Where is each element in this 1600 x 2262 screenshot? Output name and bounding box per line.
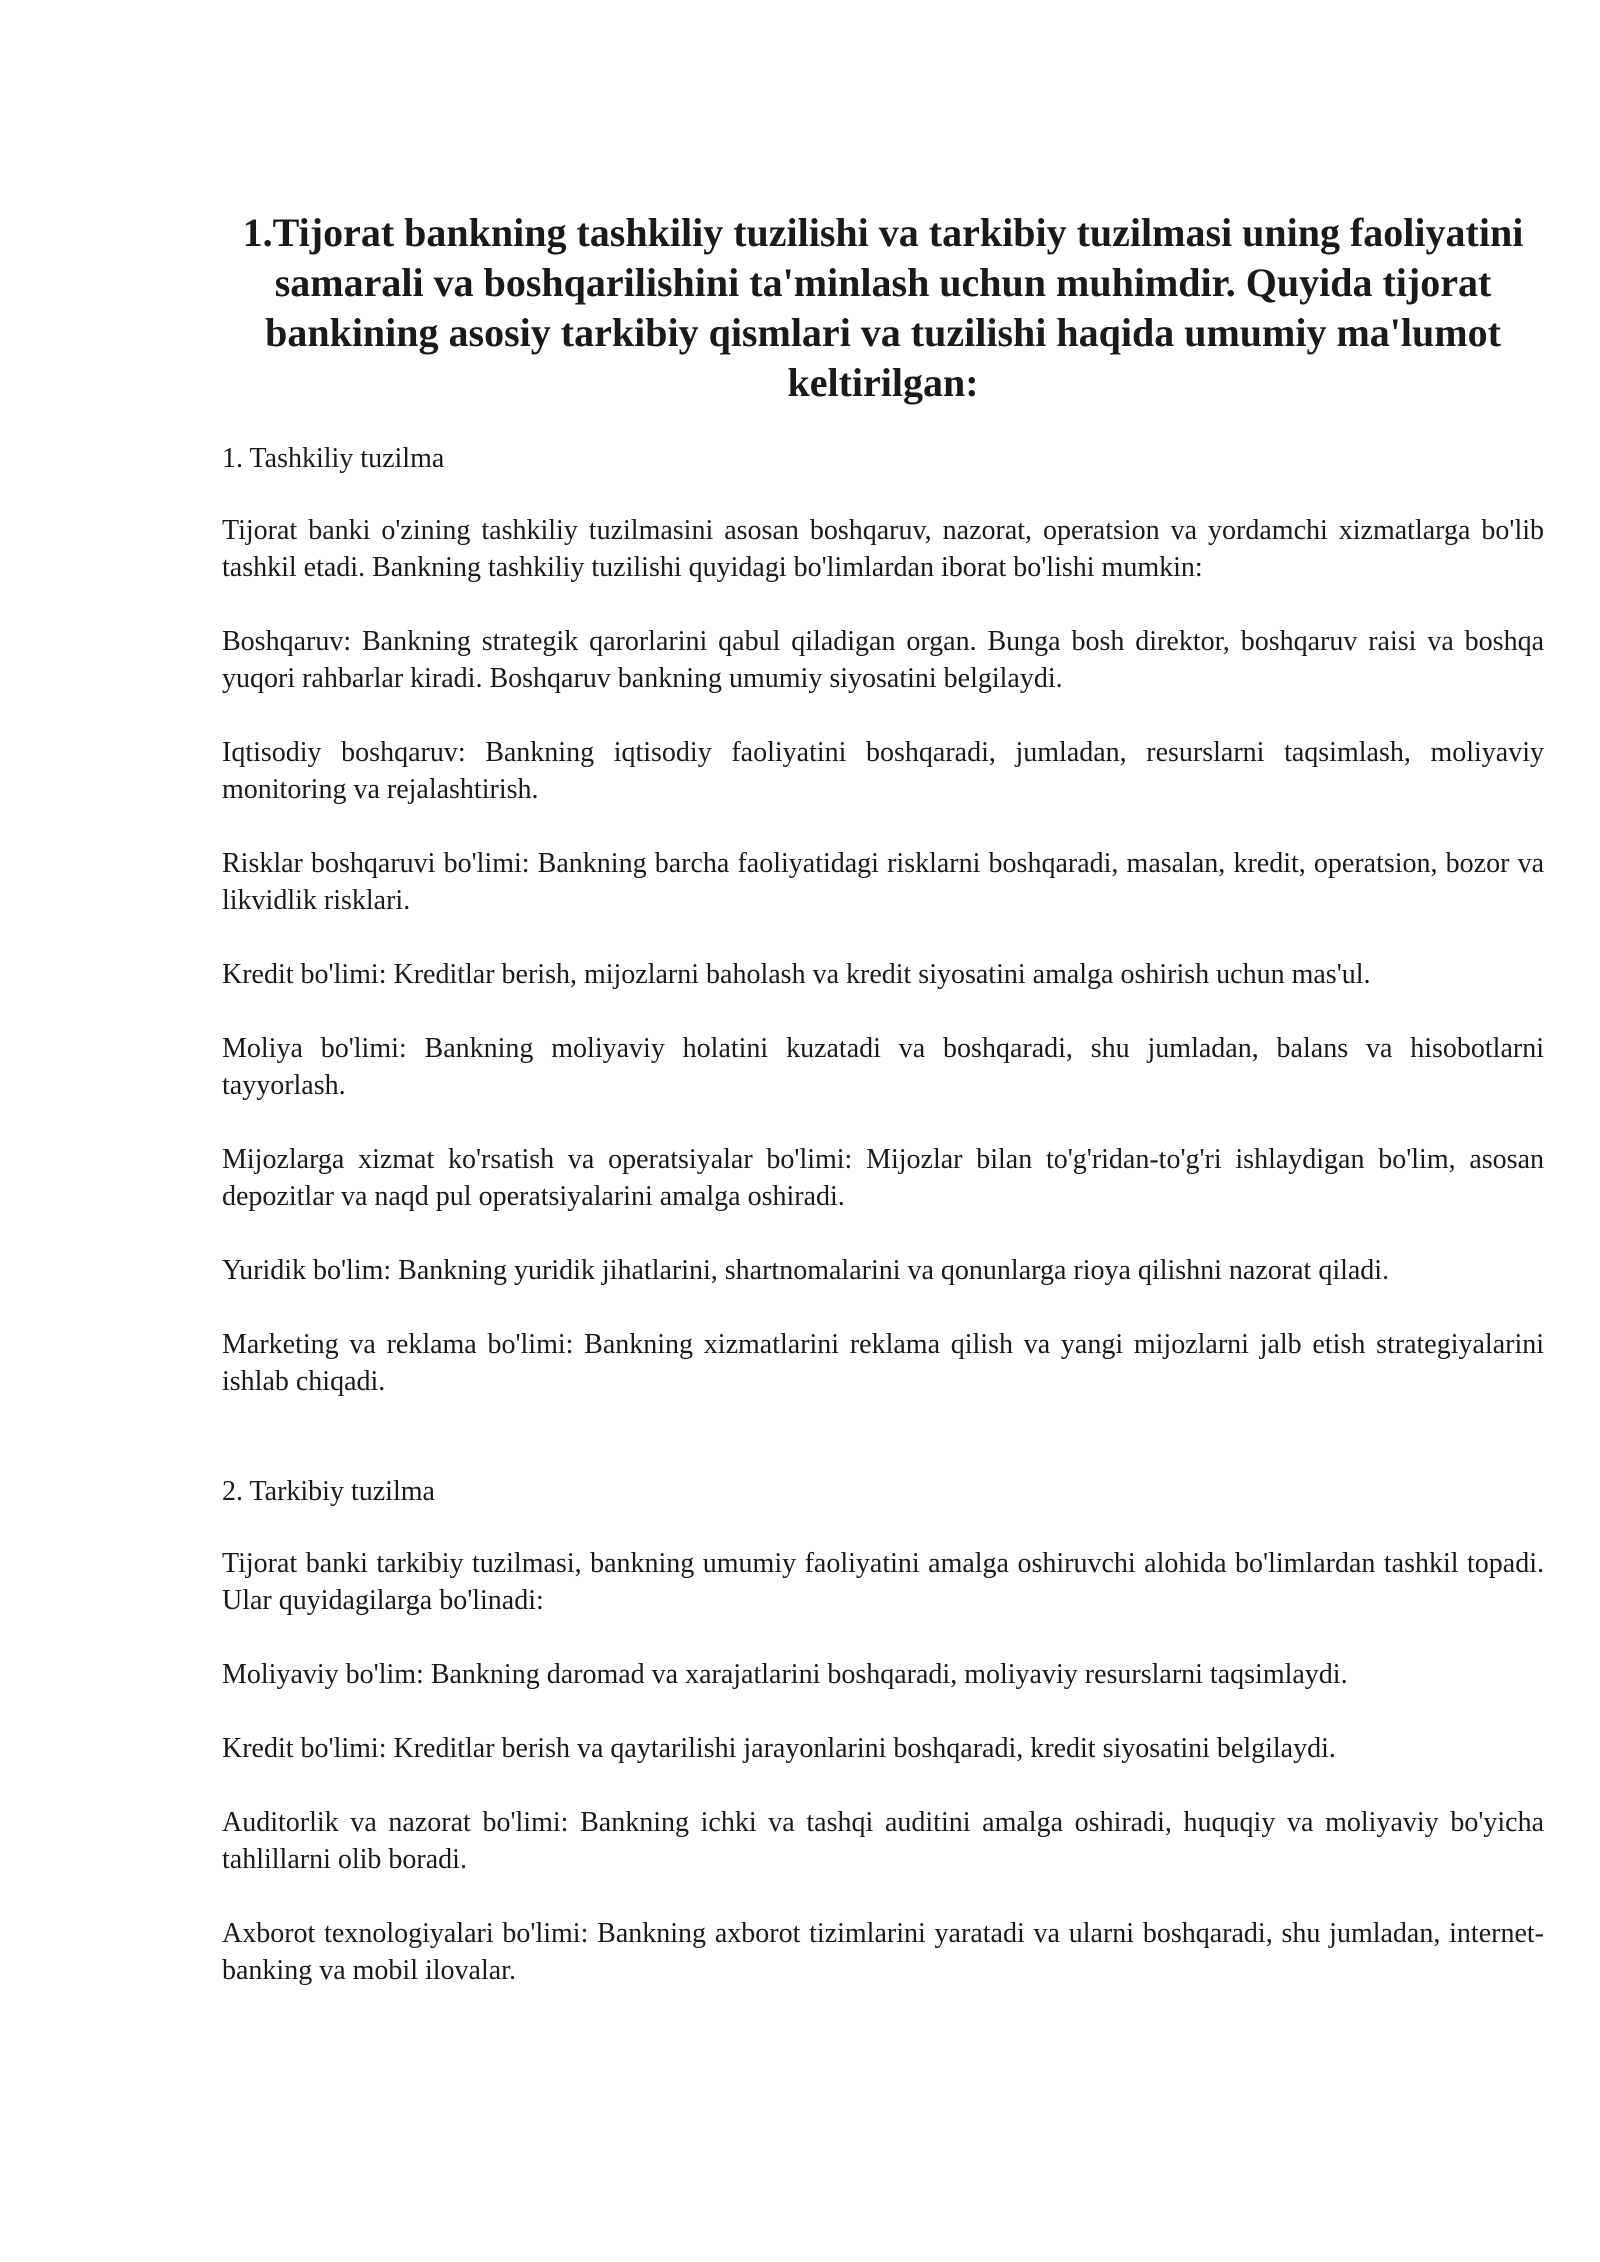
paragraph: Tijorat banki tarkibiy tuzilmasi, bankning umumiy faoliyatini amalga oshiruvchi alohida bo'limlardan tashkil topadi. Ular quyidagilarga bo'linadi: (222, 1548, 1544, 1616)
paragraph: Boshqaruv: Bankning strategik qarorlarini qabul qiladigan organ. Bunga bosh direktor, boshqaruv raisi va boshqa yuqori rahbarlar kiradi. Boshqaruv bankning umumiy siyosatini belgilaydi. (222, 626, 1544, 694)
paragraph: Marketing va reklama bo'limi: Bankning xizmatlarini reklama qilish va yangi mijozlarni jalb etish strategiyalarini ishlab chiqadi. (222, 1329, 1544, 1397)
section-heading: 1. Tashkiliy tuzilma (222, 443, 445, 474)
paragraph: Kredit bo'limi: Kreditlar berish, mijozlarni baholash va kredit siyosatini amalga oshirish uchun mas'ul. (222, 959, 1371, 990)
document-title: 1.Tijorat bankning tashkiliy tuzilishi va tarkibiy tuzilmasi uning faoliyatini samarali va boshqarilishini ta'minlash uchun muhimdir. Quyida tijorat bankining asosiy tarkibiy qismlari va tuzilishi haqida umumiy ma'lumot keltirilgan: (242, 210, 1524, 405)
section-spacer (222, 1437, 1544, 1473)
paragraph: Mijozlarga xizmat ko'rsatish va operatsiyalar bo'limi: Mijozlar bilan to'g'ridan-to'g'ri ishlaydigan bo'lim, asosan depozitlar va naqd pul operatsiyalarini amalga oshiradi. (222, 1144, 1544, 1212)
section-organizational-structure (222, 440, 1544, 1400)
section-component-structure (222, 1473, 1544, 1989)
section-heading: 2. Tarkibiy tuzilma (222, 1476, 435, 1507)
paragraph: Auditorlik va nazorat bo'limi: Bankning ichki va tashqi auditini amalga oshiradi, huquqiy va moliyaviy bo'yicha tahlillarni olib boradi. (222, 1807, 1544, 1875)
paragraph: Iqtisodiy boshqaruv: Bankning iqtisodiy faoliyatini boshqaradi, jumladan, resurslarni taqsimlash, moliyaviy monitoring va rejalashtirish. (222, 737, 1544, 805)
paragraph: Moliya bo'limi: Bankning moliyaviy holatini kuzatadi va boshqaradi, shu jumladan, balans va hisobotlarni tayyorlash. (222, 1033, 1544, 1101)
paragraph: Axborot texnologiyalari bo'limi: Bankning axborot tizimlarini yaratadi va ularni boshqaradi, shu jumladan, internet-banking va mobil ilovalar. (222, 1918, 1544, 1986)
paragraph: Yuridik bo'lim: Bankning yuridik jihatlarini, shartnomalarini va qonunlarga rioya qilishni nazorat qiladi. (222, 1255, 1390, 1286)
paragraph: Kredit bo'limi: Kreditlar berish va qaytarilishi jarayonlarini boshqaradi, kredit siyosatini belgilaydi. (222, 1733, 1336, 1764)
paragraph: Moliyaviy bo'lim: Bankning daromad va xarajatlarini boshqaradi, moliyaviy resurslarni taqsimlaydi. (222, 1659, 1348, 1690)
paragraph: Risklar boshqaruvi bo'limi: Bankning barcha faoliyatidagi risklarni boshqaradi, masalan, kredit, operatsion, bozor va likvidlik risklari. (222, 848, 1544, 916)
paragraph: Tijorat banki o'zining tashkiliy tuzilmasini asosan boshqaruv, nazorat, operatsion va yordamchi xizmatlarga bo'lib tashkil etadi. Bankning tashkiliy tuzilishi quyidagi bo'limlardan iborat bo'lishi mumkin: (222, 515, 1544, 583)
document-page (222, 208, 1544, 2026)
